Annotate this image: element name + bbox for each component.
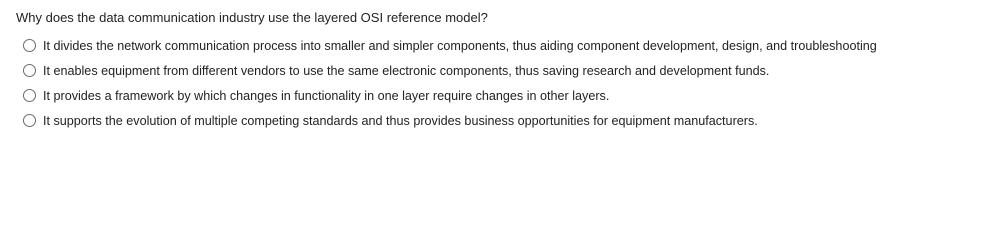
answer-option-4[interactable]	[23, 108, 986, 133]
answer-option-label[interactable]: It provides a framework by which changes in functionality in one layer require changes in other layers.	[43, 88, 610, 103]
answer-option-2[interactable]	[23, 58, 986, 83]
radio-button[interactable]	[23, 39, 36, 52]
answer-option-1[interactable]	[23, 33, 986, 58]
answer-option-label[interactable]: It supports the evolution of multiple competing standards and thus provides business opportunities for equipment manufacturers.	[43, 113, 758, 128]
radio-button[interactable]	[23, 64, 36, 77]
question-text: Why does the data communication industry use the layered OSI reference model?	[16, 10, 488, 25]
answer-option-label[interactable]: It enables equipment from different vendors to use the same electronic components, thus saving research and development funds.	[43, 63, 770, 78]
answer-options	[16, 33, 986, 133]
radio-button[interactable]	[23, 114, 36, 127]
radio-button[interactable]	[23, 89, 36, 102]
quiz-question-block	[16, 9, 986, 133]
answer-option-label[interactable]: It divides the network communication process into smaller and simpler components, thus aiding component development, design, and troubleshooting	[43, 38, 877, 53]
answer-option-3[interactable]	[23, 83, 986, 108]
